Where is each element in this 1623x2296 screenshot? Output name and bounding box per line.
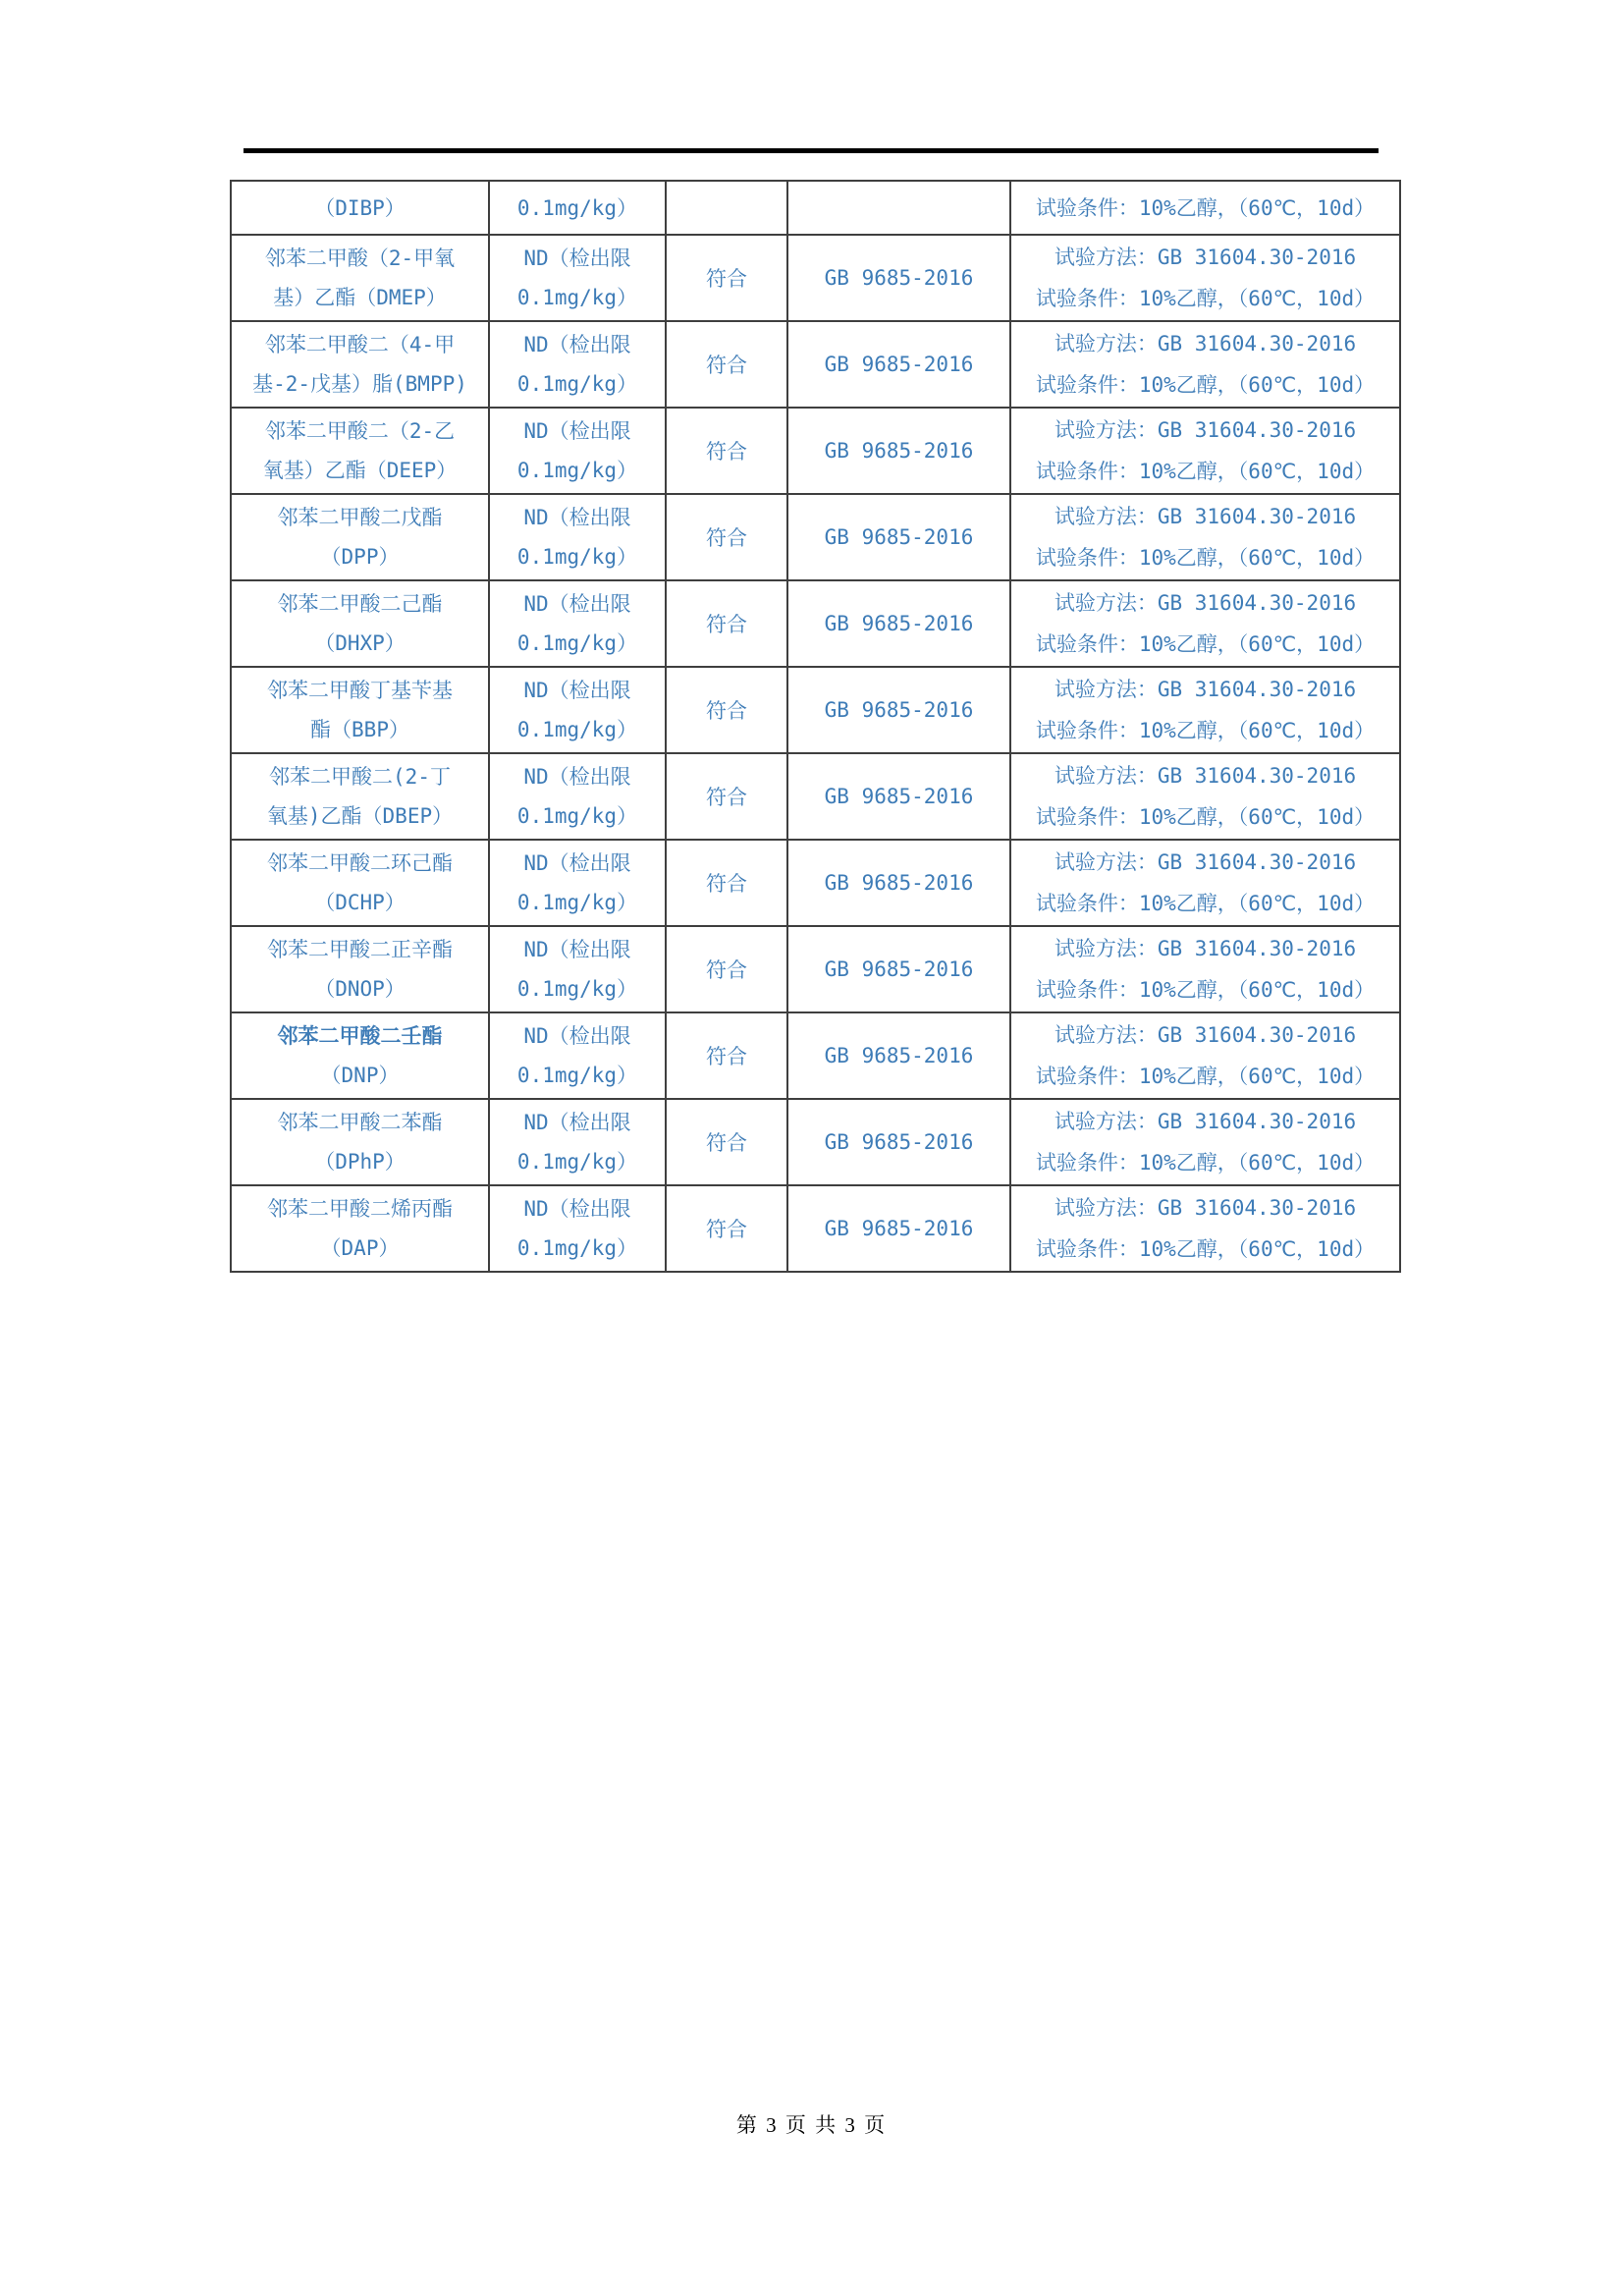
table-row	[231, 926, 1400, 1012]
conclusion-cell: 符合	[666, 667, 787, 753]
conclusion-cell: 符合	[666, 321, 787, 408]
compound-name-cell	[231, 408, 489, 494]
cell-text-line: 试验条件：10%乙醇，（60℃，10d）	[1035, 1237, 1376, 1261]
standard-cell: GB 9685-2016	[787, 235, 1010, 321]
result-cell	[489, 1185, 666, 1272]
cell-text-line: ND（检出限	[523, 419, 631, 443]
cell-text-line: 试验条件：10%乙醇，（60℃，10d）	[1035, 1065, 1376, 1088]
conclusion-cell: 符合	[666, 235, 787, 321]
cell-text-line: 0.1mg/kg）	[516, 1236, 638, 1260]
cell-text-line: ND（检出限	[523, 1111, 631, 1134]
cell-text-line: 试验条件：10%乙醇，（60℃，10d）	[1035, 719, 1376, 742]
cell-text-line: ND（检出限	[523, 592, 631, 616]
result-cell	[489, 840, 666, 926]
cell-text-line: 试验方法：GB 31604.30-2016	[1054, 505, 1357, 528]
table-row	[231, 753, 1400, 840]
method-cell	[1010, 321, 1400, 408]
cell-text-line: 试验条件：10%乙醇，（60℃，10d）	[1035, 287, 1376, 310]
cell-text-line: 邻苯二甲酸二苯酯	[277, 1111, 443, 1134]
test-results-table	[230, 180, 1401, 1273]
conclusion-cell: 符合	[666, 494, 787, 580]
cell-text-line: （DPP）	[320, 545, 400, 569]
method-cell	[1010, 926, 1400, 1012]
standard-cell: GB 9685-2016	[787, 667, 1010, 753]
compound-name-cell	[231, 667, 489, 753]
cell-text-line: 0.1mg/kg）	[516, 459, 638, 482]
table-row	[231, 1012, 1400, 1099]
cell-text-line: 试验方法：GB 31604.30-2016	[1054, 418, 1357, 442]
cell-text-line: 试验方法：GB 31604.30-2016	[1054, 1023, 1357, 1047]
standard-cell: GB 9685-2016	[787, 1099, 1010, 1185]
method-cell	[1010, 181, 1400, 235]
cell-text-line: （DAP）	[320, 1236, 400, 1260]
table-row	[231, 235, 1400, 321]
cell-text-line: 试验条件：10%乙醇，（60℃，10d）	[1035, 373, 1376, 397]
conclusion-cell: 符合	[666, 840, 787, 926]
cell-text-line: （DNOP）	[314, 977, 406, 1001]
cell-text-line: 邻苯二甲酸二（2-乙	[264, 419, 456, 443]
conclusion-cell: 符合	[666, 1099, 787, 1185]
cell-text-line: 0.1mg/kg）	[516, 195, 638, 220]
cell-text-line: 试验方法：GB 31604.30-2016	[1054, 1110, 1357, 1133]
cell-text-line: 酯（BBP）	[310, 718, 409, 741]
standard-cell: GB 9685-2016	[787, 840, 1010, 926]
method-cell	[1010, 408, 1400, 494]
cell-text-line: ND（检出限	[523, 246, 631, 270]
result-cell	[489, 1099, 666, 1185]
result-cell	[489, 235, 666, 321]
conclusion-cell: 符合	[666, 1185, 787, 1272]
result-cell	[489, 1012, 666, 1099]
table-row	[231, 1185, 1400, 1272]
compound-name-cell	[231, 840, 489, 926]
conclusion-cell: 符合	[666, 580, 787, 667]
compound-name-cell	[231, 1185, 489, 1272]
cell-text-line: 邻苯二甲酸二己酯	[277, 592, 443, 616]
compound-name-cell	[231, 235, 489, 321]
table-row	[231, 321, 1400, 408]
conclusion-cell: 符合	[666, 926, 787, 1012]
cell-text-line: 邻苯二甲酸二壬酯	[277, 1024, 443, 1048]
cell-text-line: 试验条件：10%乙醇，（60℃，10d）	[1035, 892, 1376, 915]
conclusion-cell: 符合	[666, 408, 787, 494]
result-cell	[489, 321, 666, 408]
compound-name-cell	[231, 1099, 489, 1185]
cell-text-line: 0.1mg/kg）	[516, 891, 638, 914]
cell-text-line: 0.1mg/kg）	[516, 1150, 638, 1174]
cell-text-line: （DNP）	[320, 1064, 400, 1087]
cell-text-line: 0.1mg/kg）	[516, 286, 638, 309]
compound-name-cell	[231, 926, 489, 1012]
header-rule	[243, 148, 1379, 153]
compound-name-cell	[231, 1012, 489, 1099]
cell-text-line: 基）乙酯（DMEP）	[273, 286, 447, 309]
cell-text-line: （DPhP）	[314, 1150, 406, 1174]
standard-cell: GB 9685-2016	[787, 753, 1010, 840]
conclusion-cell	[666, 181, 787, 235]
table-row	[231, 667, 1400, 753]
table-row	[231, 494, 1400, 580]
table-row	[231, 840, 1400, 926]
cell-text-line: 试验条件：10%乙醇，（60℃，10d）	[1035, 1151, 1376, 1175]
cell-text-line: ND（检出限	[523, 679, 631, 702]
cell-text-line: （DCHP）	[314, 891, 406, 914]
method-cell	[1010, 1099, 1400, 1185]
result-cell	[489, 408, 666, 494]
cell-text-line: 邻苯二甲酸丁基苄基	[267, 679, 453, 702]
cell-text-line: 试验条件：10%乙醇，（60℃，10d）	[1035, 546, 1376, 570]
cell-text-line: ND（检出限	[523, 765, 631, 789]
cell-text-line: （DIBP）	[314, 195, 406, 220]
cell-text-line: 邻苯二甲酸二环己酯	[267, 851, 453, 875]
cell-text-line: 试验方法：GB 31604.30-2016	[1054, 678, 1357, 701]
cell-text-line: 0.1mg/kg）	[516, 545, 638, 569]
cell-text-line: 试验条件：10%乙醇，（60℃，10d）	[1035, 978, 1376, 1002]
method-cell	[1010, 840, 1400, 926]
table-row	[231, 580, 1400, 667]
compound-name-cell	[231, 181, 489, 235]
compound-name-cell	[231, 494, 489, 580]
standard-cell: GB 9685-2016	[787, 1012, 1010, 1099]
cell-text-line: 试验条件：10%乙醇，（60℃，10d）	[1035, 632, 1376, 656]
cell-text-line: ND（检出限	[523, 506, 631, 529]
method-cell	[1010, 494, 1400, 580]
result-cell	[489, 181, 666, 235]
cell-text-line: 0.1mg/kg）	[516, 977, 638, 1001]
cell-text-line: 0.1mg/kg）	[516, 372, 638, 396]
method-cell	[1010, 235, 1400, 321]
result-cell	[489, 580, 666, 667]
result-cell	[489, 667, 666, 753]
conclusion-cell: 符合	[666, 753, 787, 840]
cell-text-line: 邻苯二甲酸二烯丙酯	[267, 1197, 453, 1221]
cell-text-line: ND（检出限	[523, 938, 631, 961]
cell-text-line: 邻苯二甲酸二（4-甲	[264, 333, 456, 356]
cell-text-line: 氧基)乙酯（DBEP）	[266, 804, 454, 828]
cell-text-line: 邻苯二甲酸二戊酯	[277, 506, 443, 529]
cell-text-line: 试验方法：GB 31604.30-2016	[1054, 332, 1357, 355]
cell-text-line: 试验方法：GB 31604.30-2016	[1054, 850, 1357, 874]
standard-cell: GB 9685-2016	[787, 1185, 1010, 1272]
cell-text-line: 邻苯二甲酸二正辛酯	[267, 938, 453, 961]
method-cell	[1010, 667, 1400, 753]
result-cell	[489, 926, 666, 1012]
table-row	[231, 181, 1400, 235]
cell-text-line: ND（检出限	[523, 1197, 631, 1221]
cell-text-line: ND（检出限	[523, 851, 631, 875]
cell-text-line: 试验方法：GB 31604.30-2016	[1054, 246, 1357, 269]
conclusion-cell: 符合	[666, 1012, 787, 1099]
result-cell	[489, 494, 666, 580]
method-cell	[1010, 753, 1400, 840]
cell-text-line: 0.1mg/kg）	[516, 631, 638, 655]
compound-name-cell	[231, 753, 489, 840]
cell-text-line: 0.1mg/kg）	[516, 718, 638, 741]
cell-text-line: 0.1mg/kg）	[516, 1064, 638, 1087]
cell-text-line: ND（检出限	[523, 333, 631, 356]
table-row	[231, 408, 1400, 494]
method-cell	[1010, 580, 1400, 667]
cell-text-line: 试验条件：10%乙醇，（60℃，10d）	[1035, 460, 1376, 483]
cell-text-line: 试验条件：10%乙醇，（60℃，10d）	[1035, 195, 1376, 220]
cell-text-line: 试验方法：GB 31604.30-2016	[1054, 1196, 1357, 1220]
method-cell	[1010, 1185, 1400, 1272]
cell-text-line: 试验方法：GB 31604.30-2016	[1054, 764, 1357, 788]
cell-text-line: 试验方法：GB 31604.30-2016	[1054, 937, 1357, 960]
cell-text-line: ND（检出限	[523, 1024, 631, 1048]
result-cell	[489, 753, 666, 840]
standard-cell: GB 9685-2016	[787, 494, 1010, 580]
cell-text-line: 基-2-戊基）脂(BMPP)	[252, 372, 467, 396]
standard-cell: GB 9685-2016	[787, 408, 1010, 494]
method-cell	[1010, 1012, 1400, 1099]
standard-cell: GB 9685-2016	[787, 580, 1010, 667]
compound-name-cell	[231, 580, 489, 667]
cell-text-line: 邻苯二甲酸二(2-丁	[269, 765, 451, 789]
cell-text-line: 0.1mg/kg）	[516, 804, 638, 828]
compound-name-cell	[231, 321, 489, 408]
cell-text-line: 邻苯二甲酸（2-甲氧	[264, 246, 456, 270]
standard-cell: GB 9685-2016	[787, 321, 1010, 408]
cell-text-line: 试验条件：10%乙醇，（60℃，10d）	[1035, 805, 1376, 829]
cell-text-line: 试验方法：GB 31604.30-2016	[1054, 591, 1357, 615]
standard-cell: GB 9685-2016	[787, 926, 1010, 1012]
page-footer: 第 3 页 共 3 页	[735, 2113, 888, 2137]
standard-cell	[787, 181, 1010, 235]
cell-text-line: 氧基）乙酯（DEEP）	[262, 459, 458, 482]
table-row	[231, 1099, 1400, 1185]
cell-text-line: （DHXP）	[314, 631, 406, 655]
